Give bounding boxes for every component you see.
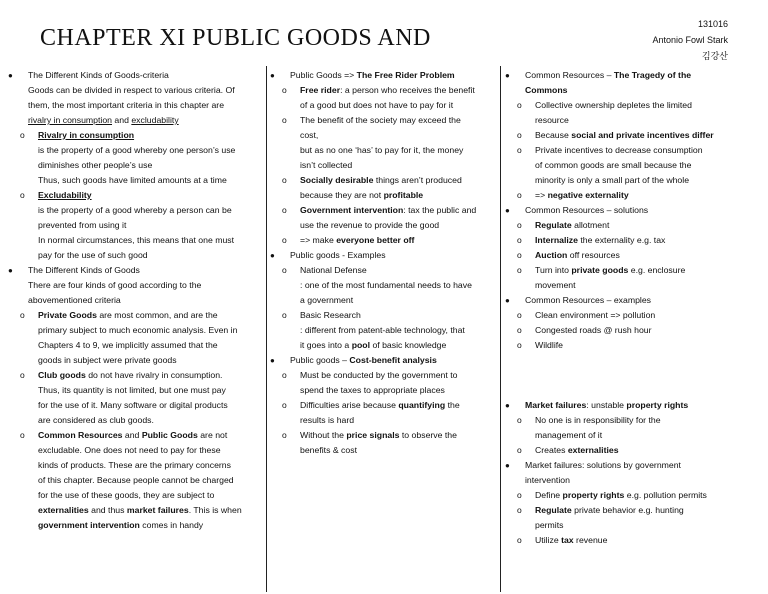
bullet-continuation-line — [505, 278, 755, 293]
bullet-circle-icon: o — [282, 85, 287, 95]
bullet-text: spend the taxes to appropriate places — [300, 385, 445, 395]
bullet-circle-icon: o — [517, 490, 522, 500]
bullet-circle-icon: o — [517, 505, 522, 515]
bullet-continuation-line — [270, 278, 500, 293]
bullet-continuation-line — [270, 158, 500, 173]
bullet-circle-icon: o — [282, 430, 287, 440]
bullet-continuation-line — [270, 413, 500, 428]
bullet-text: Common Resources – The Tragedy of the — [525, 70, 692, 80]
bullet-circle-icon: o — [20, 190, 25, 200]
bullet-text: of common goods are small because the — [535, 160, 692, 170]
bullet-text: are considered as club goods. — [38, 415, 154, 425]
bullet-text: resource — [535, 115, 569, 125]
bullet-continuation-line — [270, 293, 500, 308]
bullet-text: prevented from using it — [38, 220, 127, 230]
bullet-dot-icon: ● — [270, 251, 275, 260]
bullet-item — [8, 368, 266, 383]
bullet-item — [505, 203, 755, 218]
bullet-continuation-line — [8, 173, 266, 188]
bullet-continuation-line — [270, 443, 500, 458]
bullet-continuation-line — [505, 83, 755, 98]
bullet-text: of a good but does not have to pay for it — [300, 100, 454, 110]
bullet-continuation-line — [8, 338, 266, 353]
bullet-continuation-line — [8, 518, 266, 533]
bullet-continuation-line — [270, 98, 500, 113]
author-name: Antonio Fowl Stark — [652, 35, 728, 45]
bullet-item — [505, 443, 755, 458]
bullet-text: them, the most important criteria in this chapter are — [28, 100, 225, 110]
bullet-circle-icon: o — [20, 430, 25, 440]
bullet-item — [505, 293, 755, 308]
bullet-text: Market failures: unstable property rights — [525, 400, 689, 410]
bullet-text: Public goods - Examples — [290, 250, 386, 260]
date-label: 131016 — [697, 19, 728, 29]
bullet-item — [270, 428, 500, 443]
bullet-circle-icon: o — [20, 130, 25, 140]
bullet-circle-icon: o — [517, 265, 522, 275]
bullet-text: Define property rights e.g. pollution permits — [535, 490, 707, 500]
bullet-continuation-line — [505, 158, 755, 173]
bullet-text: Excludability — [38, 190, 92, 200]
bullet-item — [505, 323, 755, 338]
bullet-continuation-line — [8, 98, 266, 113]
bullet-text: abovementioned criteria — [28, 295, 121, 305]
bullet-continuation-line — [8, 278, 266, 293]
column-kinds-of-goods — [8, 68, 266, 533]
bullet-continuation-line — [8, 323, 266, 338]
bullet-text: Socially desirable things aren’t produced — [300, 175, 462, 185]
bullet-item — [505, 413, 755, 428]
bullet-text: Because social and private incentives differ — [535, 130, 714, 140]
bullet-text: : different from patent-able technology, that — [300, 325, 465, 335]
bullet-text: benefits & cost — [300, 445, 357, 455]
bullet-item — [505, 308, 755, 323]
bullet-continuation-line — [8, 458, 266, 473]
bullet-circle-icon: o — [517, 145, 522, 155]
bullet-dot-icon: ● — [270, 356, 275, 365]
bullet-text: Government intervention: tax the public and — [300, 205, 477, 215]
bullet-text: results is hard — [300, 415, 355, 425]
bullet-continuation-line — [270, 218, 500, 233]
bullet-text: In normal circumstances, this means that one must — [38, 235, 235, 245]
bullet-text: => make everyone better off — [300, 235, 415, 245]
bullet-continuation-line — [505, 428, 755, 443]
bullet-text: Rivalry in consumption — [38, 130, 135, 140]
bullet-text: diminishes other people’s use — [38, 160, 153, 170]
bullet-text: externalities and thus market failures. This is when — [38, 505, 242, 515]
bullet-circle-icon: o — [517, 100, 522, 110]
bullet-item — [270, 308, 500, 323]
bullet-text: because they are not profitable — [300, 190, 424, 200]
bullet-circle-icon: o — [517, 310, 522, 320]
bullet-dot-icon: ● — [505, 71, 510, 80]
bullet-text: goods in subject were private goods — [38, 355, 177, 365]
bullet-circle-icon: o — [282, 115, 287, 125]
bullet-item — [270, 233, 500, 248]
bullet-continuation-line — [270, 338, 500, 353]
bullet-text: minority is only a small part of the whole — [535, 175, 690, 185]
bullet-continuation-line — [8, 503, 266, 518]
bullet-continuation-line — [8, 398, 266, 413]
blank-line — [505, 353, 755, 368]
author-block — [652, 16, 728, 64]
bullet-continuation-line — [8, 233, 266, 248]
bullet-continuation-line — [8, 383, 266, 398]
bullet-text: is the property of a good whereby a person can be — [38, 205, 232, 215]
bullet-item — [270, 353, 500, 368]
bullet-text: : one of the most fundamental needs to have — [300, 280, 472, 290]
bullet-item — [270, 398, 500, 413]
bullet-text: Must be conducted by the government to — [300, 370, 458, 380]
bullet-continuation-line — [8, 203, 266, 218]
bullet-continuation-line — [8, 413, 266, 428]
bullet-item — [8, 428, 266, 443]
bullet-item — [8, 308, 266, 323]
bullet-continuation-line — [8, 218, 266, 233]
bullet-text: Commons — [525, 85, 568, 95]
bullet-circle-icon: o — [282, 235, 287, 245]
bullet-circle-icon: o — [282, 265, 287, 275]
bullet-circle-icon: o — [282, 400, 287, 410]
bullet-text: a government — [300, 295, 354, 305]
bullet-circle-icon: o — [517, 220, 522, 230]
bullet-continuation-line — [8, 443, 266, 458]
bullet-text: excludable. One does not need to pay for these — [38, 445, 221, 455]
bullet-item — [270, 83, 500, 98]
bullet-text: permits — [535, 520, 564, 530]
bullet-circle-icon: o — [517, 235, 522, 245]
column-divider-right — [500, 66, 501, 592]
bullet-circle-icon: o — [517, 250, 522, 260]
bullet-text: pay for the use of such good — [38, 250, 148, 260]
bullet-text: Private incentives to decrease consumption — [535, 145, 703, 155]
bullet-text: Turn into private goods e.g. enclosure — [535, 265, 686, 275]
bullet-text: Public goods – Cost-benefit analysis — [290, 355, 437, 365]
bullet-item — [505, 263, 755, 278]
bullet-continuation-line — [270, 383, 500, 398]
bullet-item — [505, 338, 755, 353]
bullet-item — [505, 68, 755, 83]
bullet-continuation-line — [8, 353, 266, 368]
bullet-text: intervention — [525, 475, 570, 485]
bullet-circle-icon: o — [517, 445, 522, 455]
bullet-continuation-line — [8, 248, 266, 263]
bullet-text: Common Resources and Public Goods are not — [38, 430, 228, 440]
bullet-text: National Defense — [300, 265, 367, 275]
bullet-circle-icon: o — [517, 325, 522, 335]
bullet-text: => negative externality — [535, 190, 629, 200]
bullet-continuation-line — [505, 518, 755, 533]
bullet-text: kinds of products. These are the primary concerns — [38, 460, 231, 470]
bullet-text: There are four kinds of good according to the — [28, 280, 202, 290]
bullet-continuation-line — [505, 473, 755, 488]
bullet-text: management of it — [535, 430, 603, 440]
bullet-continuation-line — [8, 158, 266, 173]
page-title: CHAPTER XI PUBLIC GOODS AND — [40, 25, 431, 51]
bullet-text: Congested roads @ rush hour — [535, 325, 652, 335]
bullet-dot-icon: ● — [505, 206, 510, 215]
bullet-item — [505, 503, 755, 518]
bullet-item — [270, 203, 500, 218]
bullet-circle-icon: o — [517, 130, 522, 140]
bullet-item — [270, 68, 500, 83]
bullet-text: primary subject to much economic analysis. Even in — [38, 325, 238, 335]
blank-line — [505, 368, 755, 383]
bullet-text: government intervention comes in handy — [38, 520, 204, 530]
bullet-item — [505, 488, 755, 503]
bullet-text: Collective ownership depletes the limited — [535, 100, 692, 110]
bullet-text: cost, — [300, 130, 319, 140]
bullet-continuation-line — [8, 143, 266, 158]
bullet-text: Auction off resources — [535, 250, 620, 260]
bullet-continuation-line — [270, 323, 500, 338]
bullet-item — [8, 263, 266, 278]
bullet-dot-icon: ● — [505, 461, 510, 470]
bullet-dot-icon: ● — [270, 71, 275, 80]
bullet-text: No one is in responsibility for the — [535, 415, 661, 425]
bullet-text: Regulate private behavior e.g. hunting — [535, 505, 684, 515]
bullet-circle-icon: o — [282, 310, 287, 320]
bullet-text: Chapters 4 to 9, we implicitly assumed that the — [38, 340, 218, 350]
bullet-circle-icon: o — [517, 415, 522, 425]
bullet-item — [270, 263, 500, 278]
bullet-circle-icon: o — [20, 370, 25, 380]
bullet-item — [505, 188, 755, 203]
bullet-text: but as no one ‘has’ to pay for it, the money — [300, 145, 464, 155]
bullet-item — [270, 248, 500, 263]
bullet-text: Internalize the externality e.g. tax — [535, 235, 666, 245]
bullet-item — [270, 173, 500, 188]
bullet-text: Thus, its quantity is not limited, but one must pay — [38, 385, 226, 395]
bullet-dot-icon: ● — [505, 296, 510, 305]
bullet-text: is the property of a good whereby one person’s use — [38, 145, 236, 155]
bullet-continuation-line — [270, 143, 500, 158]
bullet-circle-icon: o — [517, 535, 522, 545]
author-korean-name: 김강산 — [701, 51, 728, 61]
bullet-text: Common Resources – examples — [525, 295, 652, 305]
bullet-text: it goes into a pool of basic knowledge — [300, 340, 447, 350]
bullet-continuation-line — [270, 128, 500, 143]
bullet-text: Club goods do not have rivalry in consumption. — [38, 370, 223, 380]
bullet-continuation-line — [270, 188, 500, 203]
column-public-goods — [270, 68, 500, 458]
bullet-item — [8, 188, 266, 203]
bullet-text: for the use of it. Many software or digital products — [38, 400, 228, 410]
bullet-text: rivalry in consumption and excludability — [28, 115, 179, 125]
bullet-text: Basic Research — [300, 310, 361, 320]
column-common-resources — [505, 68, 755, 548]
bullet-continuation-line — [8, 293, 266, 308]
bullet-text: Wildlife — [535, 340, 563, 350]
bullet-text: The Different Kinds of Goods — [28, 265, 140, 275]
bullet-text: Clean environment => pollution — [535, 310, 656, 320]
bullet-text: The benefit of the society may exceed the — [300, 115, 461, 125]
bullet-dot-icon: ● — [8, 71, 13, 80]
bullet-continuation-line — [8, 488, 266, 503]
bullet-dot-icon: ● — [8, 266, 13, 275]
bullet-item — [505, 218, 755, 233]
bullet-item — [270, 113, 500, 128]
bullet-continuation-line — [505, 173, 755, 188]
bullet-text: for the use of these goods, they are subject to — [38, 490, 215, 500]
bullet-circle-icon: o — [517, 190, 522, 200]
bullet-text: Thus, such goods have limited amounts at a time — [38, 175, 227, 185]
bullet-text: Common Resources – solutions — [525, 205, 649, 215]
bullet-text: use the revenue to provide the good — [300, 220, 440, 230]
bullet-item — [505, 533, 755, 548]
bullet-text: of this chapter. Because people cannot be charged — [38, 475, 234, 485]
bullet-text: movement — [535, 280, 576, 290]
bullet-circle-icon: o — [517, 340, 522, 350]
bullet-text: Regulate allotment — [535, 220, 610, 230]
bullet-item — [8, 128, 266, 143]
bullet-item — [505, 128, 755, 143]
bullet-text: Market failures: solutions by government — [525, 460, 681, 470]
bullet-item — [505, 98, 755, 113]
bullet-text: Private Goods are most common, and are the — [38, 310, 218, 320]
bullet-continuation-line — [8, 473, 266, 488]
bullet-item — [8, 68, 266, 83]
bullet-item — [505, 398, 755, 413]
bullet-continuation-line — [8, 83, 266, 98]
bullet-text: Free rider: a person who receives the benefit — [300, 85, 475, 95]
column-divider-left — [266, 66, 267, 592]
bullet-circle-icon: o — [20, 310, 25, 320]
bullet-dot-icon: ● — [505, 401, 510, 410]
bullet-circle-icon: o — [282, 175, 287, 185]
bullet-text: Public Goods => The Free Rider Problem — [290, 70, 455, 80]
bullet-text: The Different Kinds of Goods-criteria — [28, 70, 169, 80]
bullet-text: Without the price signals to observe the — [300, 430, 457, 440]
bullet-text: Creates externalities — [535, 445, 619, 455]
bullet-text: Goods can be divided in respect to various criteria. Of — [28, 85, 235, 95]
bullet-item — [270, 368, 500, 383]
bullet-item — [505, 233, 755, 248]
bullet-circle-icon: o — [282, 205, 287, 215]
bullet-continuation-line — [505, 113, 755, 128]
bullet-text: Utilize tax revenue — [535, 535, 608, 545]
bullet-text: isn’t collected — [300, 160, 353, 170]
bullet-continuation-line — [8, 113, 266, 128]
bullet-circle-icon: o — [282, 370, 287, 380]
blank-line — [505, 383, 755, 398]
bullet-item — [505, 248, 755, 263]
bullet-text: Difficulties arise because quantifying the — [300, 400, 460, 410]
bullet-item — [505, 143, 755, 158]
bullet-item — [505, 458, 755, 473]
